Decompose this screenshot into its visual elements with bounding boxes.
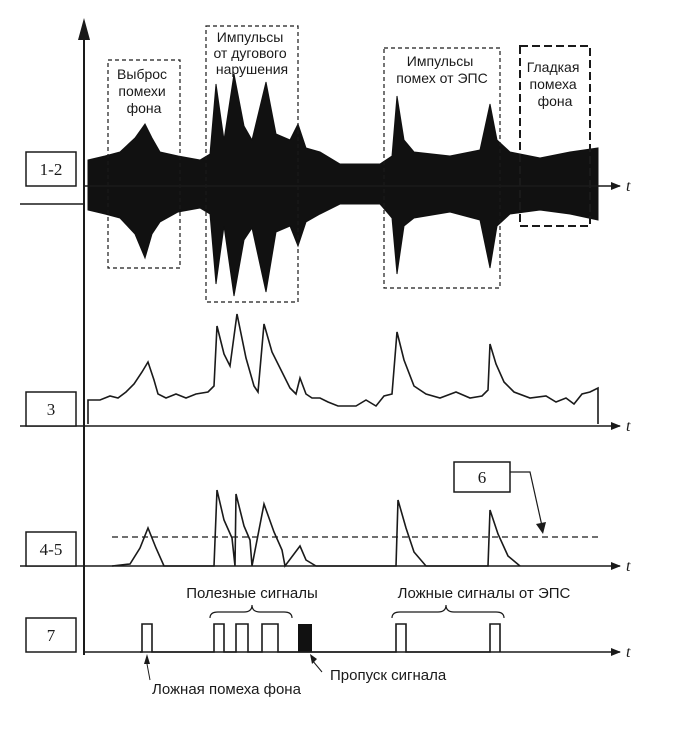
threshold-pointer-head (536, 522, 546, 534)
smooth-noise-line-1: Гладкая (526, 59, 580, 75)
row3-axis-t: t (626, 558, 631, 575)
arc-pulses-line-1: Импульсы (216, 29, 284, 45)
background-spike-line-3: фона (126, 100, 162, 116)
threshold-pointer (510, 472, 542, 526)
row3-label: 4-5 (39, 540, 63, 559)
row1-axis-t: t (626, 178, 631, 195)
row1-label: 1-2 (39, 160, 63, 179)
missed-signal-label: Пропуск сигнала (330, 667, 447, 684)
smooth-noise-line-3: фона (537, 93, 573, 109)
row2-label: 3 (46, 400, 56, 419)
missed-signal-pulse (298, 624, 312, 652)
arc-pulses-label (213, 29, 290, 77)
row3-pulse-curve (112, 490, 520, 566)
background-spike-line-1: Выброс (117, 66, 168, 82)
row4-axis-t: t (626, 644, 631, 661)
missed-signal-leader (312, 660, 322, 672)
false-background-label: Ложная помеха фона (152, 681, 301, 698)
false-background-pointer (144, 654, 150, 664)
smooth-noise-line-2: помеха (529, 76, 577, 92)
row2-axis-t: t (626, 418, 631, 435)
row4-label: 7 (46, 626, 56, 645)
row2-envelope-curve (88, 314, 598, 424)
threshold-label: 6 (477, 468, 487, 487)
background-spike-line-2: помехи (118, 83, 166, 99)
eps-noise-line-1: Импульсы (406, 53, 474, 69)
background-spike-label (117, 66, 171, 116)
false-eps-signals-brace (392, 605, 504, 618)
arc-pulses-line-2: от дугового (213, 45, 287, 61)
arc-pulses-line-3: нарушения (215, 61, 289, 77)
row4-output-pulses (140, 624, 500, 652)
useful-signals-label: Полезные сигналы (186, 585, 318, 602)
eps-noise-label (396, 53, 487, 86)
eps-noise-line-2: помех от ЭПС (396, 70, 488, 86)
smooth-noise-label (527, 59, 584, 109)
row1-signal-envelope (88, 74, 598, 296)
false-eps-signals-label: Ложные сигналы от ЭПС (397, 585, 571, 602)
vertical-axis-arrow (78, 18, 90, 40)
false-background-leader (147, 664, 150, 680)
useful-signals-brace (210, 605, 292, 618)
